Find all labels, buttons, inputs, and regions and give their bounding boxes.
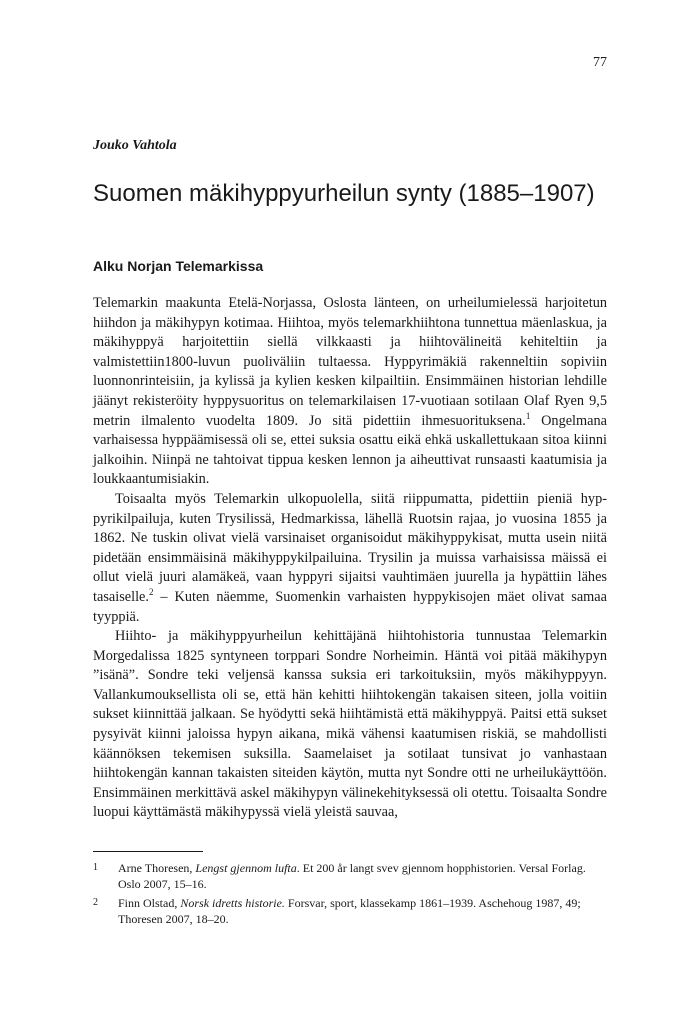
paragraph <box>93 627 607 823</box>
footnote-author: Arne Thoresen, <box>118 861 196 875</box>
footnote <box>93 895 607 927</box>
footnote-details: . Et 200 år langt svev gjennom hopphistorien. Versal Forlag. Oslo 2007, 15–16. <box>118 861 586 891</box>
paragraph-text: Telemarkin maakunta Etelä-Norjassa, Oslosta länteen, on urheilumielessä harjoitetun hiihdon ja mäkihypyn kotimaa. Hiihtoa, myös telemarkhiihtona tunnettua mäenlaskua, ja mäkihyppyä harjoitettiin siellä vilkkaasti ja hiihtovälineitä kehiteltiin ja valmistettiin1800-luvun puoliväliin tultaessa. Hyppyrimäkiä rakenneltiin sopiviin luonnonrinteisiin, ja kylissä ja kylien kesken kilpailtiin. Ensimmäinen historian lehdille jäänyt rekisteröity hyppysuoritus on telemarkilaisen 17-vuotiaan sotilaan Olaf Ryen 9,5 metrin ilmalento vuodelta 1809. Jo sitä pidettiin ihmesuorituksena. <box>93 295 607 429</box>
footnote <box>93 860 607 892</box>
page-number: 77 <box>593 55 607 70</box>
footnote-number: 1 <box>93 862 98 873</box>
footnote-text <box>118 860 607 892</box>
footnotes <box>93 860 607 930</box>
body-text <box>93 294 607 823</box>
article-title: Suomen mäkihyppyurheilun synty (1885–1907) <box>93 180 595 207</box>
paragraph <box>93 490 607 627</box>
author-name: Jouko Vahtola <box>93 138 177 153</box>
footnote-details: Forsvar, sport, klassekamp 1861–1939. Aschehoug 1987, 49; Thoresen 2007, 18–20. <box>118 896 581 926</box>
footnote-author: Finn Olstad, <box>118 896 181 910</box>
footnote-text <box>118 895 607 927</box>
footnote-number: 2 <box>93 897 98 908</box>
paragraph-text: Toisaalta myös Telemarkin ulkopuolella, siitä riippumatta, pidettiin pieniä hyppyrikilpailuja, kuten Trysilissä, Hedmarkissa, lähellä Ruotsin rajaa, jo vuosina 1855 ja 1862. Ne tuskin olivat vielä varsinaiset organisoidut mäkihyppykisat, mutta usein niitä pidetään ensimmäisinä mäkihyppykilpailuina. Trysilin ja muissa varhaisissa mäissä ei ollut vielä juuri alamäkeä, vaan hyppyri sijaitsi vauhtimäen juurella ja hypättiin lähes tasaiselle. <box>93 490 607 605</box>
footnote-divider <box>93 851 203 852</box>
footnote-work-title: Lengst gjennom lufta <box>195 861 297 875</box>
paragraph <box>93 294 607 490</box>
paragraph-text: Ongelmana varhaisessa hyppäämisessä oli se, ettei suksia osattu eikä ehkä uskallettukaan sitoa kiinni jalkoihin. Niinpä ne tahtoivat tippua kesken lennon ja aiheuttivat runsaasti kaatumisia ja loukkaantumisiakin. <box>93 412 607 488</box>
footnote-work-title: Norsk idretts historie. <box>180 896 285 910</box>
footnote-ref[interactable]: 2 <box>148 587 154 598</box>
paragraph-text: – Kuten näemme, Suomenkin varhaisten hyppykisojen mäet olivat samaa tyyppiä. <box>93 588 607 625</box>
footnote-ref[interactable]: 1 <box>525 410 531 421</box>
section-heading: Alku Norjan Telemarkissa <box>93 258 264 274</box>
paragraph-text: Hiihto- ja mäkihyppyurheilun kehittäjänä hiihtohistoria tunnustaa Telemarkin Morgedalissa 1825 syntyneen torppari Sondre Norheimin. Häntä voi pitää mäkihypyn ”isänä”. Sondre teki veljensä kanssa suksia eri tarkoituksiin, myös mäkihyppyyn. Vallankumouksellista oli se, että hän kehitti hiihtokengän takaisen siteen, jolla voitiin sukset kiinnittää jalkaan. Se hyödytti sekä hiihtämistä että mäkihyppyä. Paitsi että sukset pysyivät kiinni jaloissa hypyn aikana, mikä vähensi kaatumisen riskiä, se mahdollisti käännöksen tekemisen suksilla. Saamelaiset ja sotilaat tunsivat jo vanhastaan hiihtokengän kannan takaisten siteiden käytön, mutta nyt Sondre otti ne urheilukäyttöön. Ensimmäinen merkittävä askel mäkihypyn välinekehityksessä oli otettu. Toisaalta Sondre luopui käyttämästä mäkihypyssä vielä yleistä sauvaa, <box>93 628 607 821</box>
